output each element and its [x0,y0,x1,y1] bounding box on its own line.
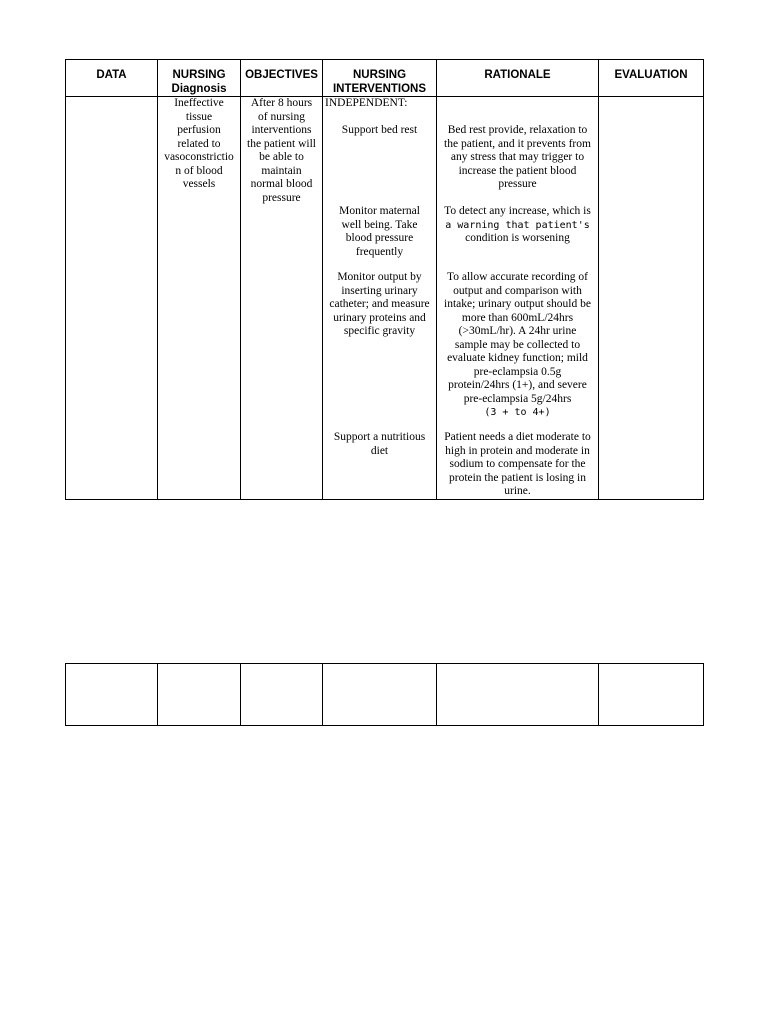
diagnosis-cell [158,97,241,500]
empty-cell [437,664,599,726]
header-objectives: OBJECTIVES [241,60,323,97]
header-nursing-diagnosis: NURSING Diagnosis [158,60,241,97]
objective-line: the patient will [247,137,316,150]
intervention-monitor-maternal: Monitor maternal well being. Take blood pressure frequently [339,205,420,258]
rationale-bed-rest: Bed rest provide, relaxation to the patient, and it prevents from any stress that may trigger to increase the patient blood pressure [444,124,591,190]
table-row [66,97,704,500]
intervention-nutritious-diet: Support a nutritious diet [333,431,426,457]
rationale-monitor-maternal: To detect any increase, which is a warning that patient's condition is worsening [444,205,591,244]
header-data: DATA [66,60,158,97]
independent-label: INDEPENDENT: [325,97,408,109]
rationale-cell [437,97,599,500]
diagnosis-line: tissue [185,110,213,123]
objective-line: be able to [259,151,304,163]
nursing-care-plan-table [65,59,704,500]
diagnosis-line: Ineffective [174,97,224,109]
objective-line: interventions [251,124,312,136]
empty-table-row [66,664,704,726]
intervention-monitor-output: Monitor output by inserting urinary catheter; and measure urinary proteins and specific gravity [329,271,430,337]
diagnosis-line: perfusion [177,124,221,136]
diagnosis-line: vessels [182,178,216,190]
empty-cell [599,664,704,726]
data-cell [66,97,158,500]
empty-cell [158,664,241,726]
header-row [66,60,704,97]
rationale-nutritious-diet: Patient needs a diet moderate to high in protein and moderate in sodium to compensate for the protein the patient is losing in urine. [444,431,591,497]
objective-line: After 8 hours [250,97,313,109]
objectives-text [241,97,322,499]
empty-cell [241,664,323,726]
intervention-bed-rest: Support bed rest [341,124,418,136]
evaluation-cell [599,97,704,500]
empty-cell [323,664,437,726]
objective-line: of nursing [258,110,305,123]
rationale-monitor-output: To allow accurate recording of output and comparison with intake; urinary output should be more than 600mL/24hrs (>30mL/hr). A 24hr urine sample may be collected to evaluate kidney function; mild pre-eclampsia 0.5g protein/24hrs (1+), and severe pre-eclampsia 5g/24hrs (3 + to 4+) [444,271,591,418]
header-evaluation: EVALUATION [599,60,704,97]
objectives-cell [241,97,323,500]
header-nursing-interventions: NURSING INTERVENTIONS [323,60,437,97]
diagnosis-line: related to [177,137,221,150]
objective-line: normal blood [250,178,313,190]
empty-table [65,663,704,726]
header-rationale: RATIONALE [437,60,599,97]
interventions-cell [323,97,437,500]
diagnosis-text [158,97,240,499]
objective-line: pressure [262,191,301,204]
diagnosis-line: n of blood [175,164,223,177]
objective-line: maintain [261,164,302,177]
diagnosis-line: vasoconstrictio [164,151,234,163]
empty-cell [66,664,158,726]
